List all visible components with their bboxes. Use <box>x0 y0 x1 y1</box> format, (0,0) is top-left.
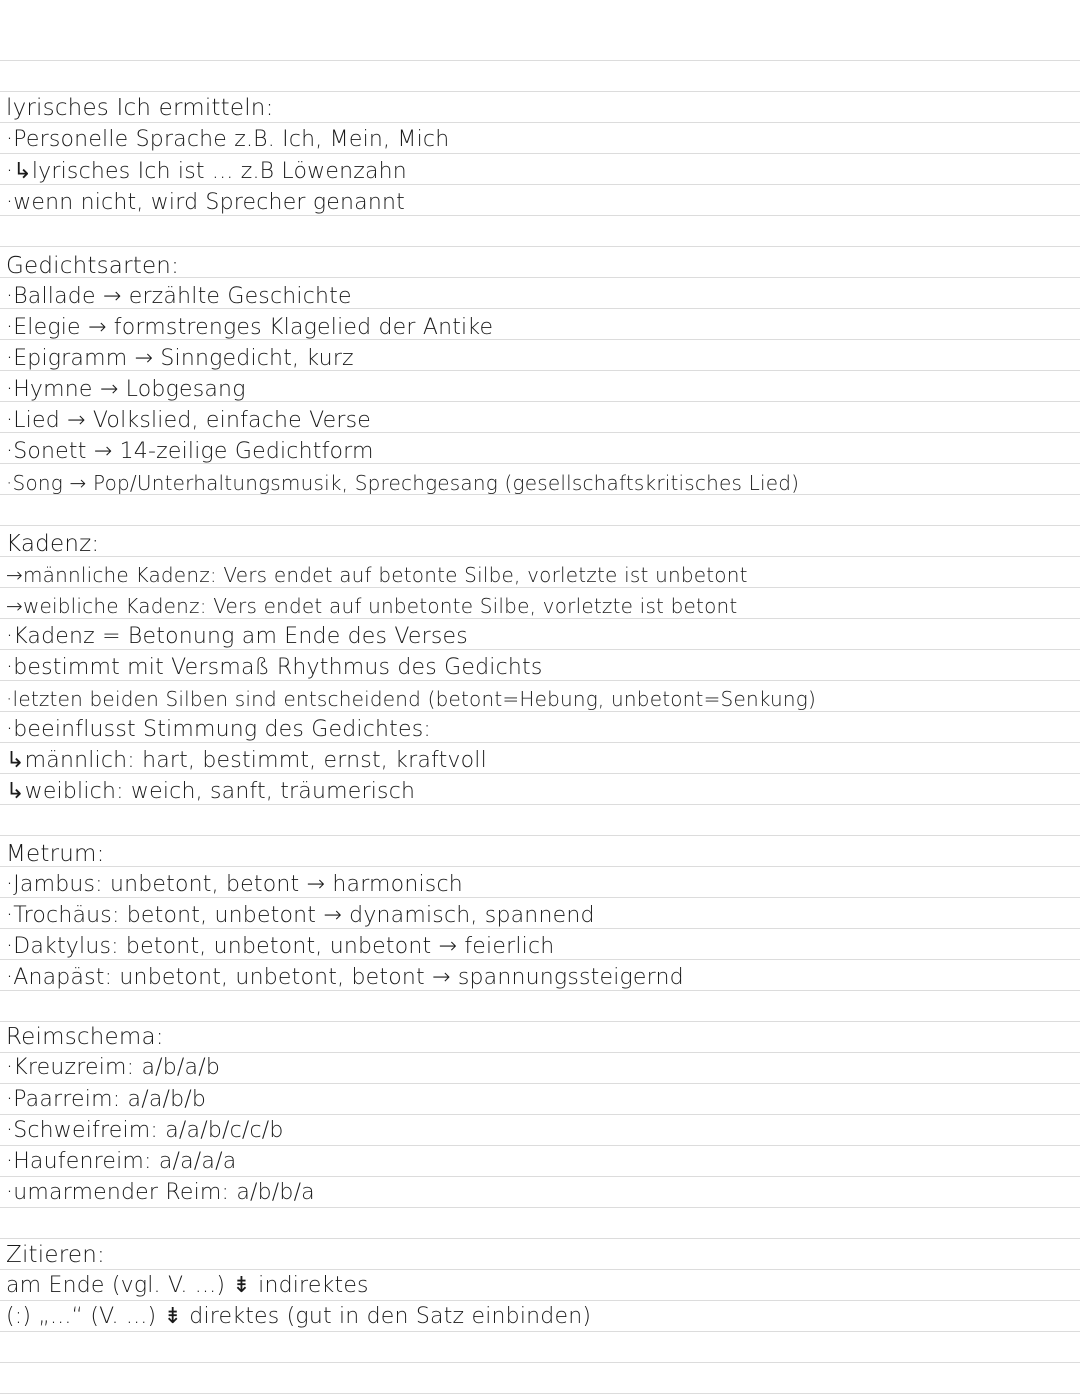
heading-zitieren: Zitieren: <box>6 1242 105 1268</box>
note-line: ·Paarreim: a/a/b/b <box>6 1087 207 1112</box>
note-line: ·Epigramm → Sinngedicht, kurz <box>6 346 354 371</box>
note-line: ·Song → Pop/Unterhaltungsmusik, Sprechgesang (gesellschaftskritisches Lied) <box>6 471 800 495</box>
note-line: →männliche Kadenz: Vers endet auf betonte Silbe, vorletzte ist unbetont <box>6 563 748 587</box>
note-line: ·Ballade → erzählte Geschichte <box>6 284 352 309</box>
note-line: ·Jambus: unbetont, betont → harmonisch <box>6 872 463 897</box>
note-line: am Ende (vgl. V. ...) ⇟ indirektes <box>6 1273 369 1298</box>
note-line: ·Schweifreim: a/a/b/c/c/b <box>6 1118 284 1143</box>
note-line: ·Kadenz = Betonung am Ende des Verses <box>6 624 468 649</box>
note-line: ·beeinflusst Stimmung des Gedichtes: <box>6 717 431 742</box>
note-line: ·Personelle Sprache z.B. Ich, Mein, Mich <box>6 127 450 152</box>
note-line: ·Elegie → formstrenges Klagelied der Antike <box>6 315 494 340</box>
page-top-margin <box>0 0 1080 60</box>
note-line: ↳männlich: hart, bestimmt, ernst, kraftvoll <box>6 748 487 773</box>
note-line: ·Sonett → 14-zeilige Gedichtform <box>6 439 374 464</box>
heading-metrum: Metrum: <box>6 841 105 867</box>
note-line: ·letzten beiden Silben sind entscheidend (betont=Hebung, unbetont=Senkung) <box>6 687 816 711</box>
heading-gedichtsarten: Gedichtsarten: <box>6 253 180 279</box>
note-line: ·umarmender Reim: a/b/b/a <box>6 1180 315 1205</box>
heading-kadenz: Kadenz: <box>6 531 100 557</box>
note-line: ·Kreuzreim: a/b/a/b <box>6 1055 220 1080</box>
note-line: ·Trochäus: betont, unbetont → dynamisch, spannend <box>6 903 595 928</box>
note-line: ·Daktylus: betont, unbetont, unbetont → feierlich <box>6 934 555 959</box>
note-line: ·Lied → Volkslied, einfache Verse <box>6 408 372 433</box>
note-line: (:) „...“ (V. ...) ⇟ direktes (gut in den Satz einbinden) <box>6 1304 592 1329</box>
heading-reimschema: Reimschema: <box>6 1024 164 1050</box>
note-line: ·wenn nicht, wird Sprecher genannt <box>6 190 405 215</box>
note-line: →weibliche Kadenz: Vers endet auf unbetonte Silbe, vorletzte ist betont <box>6 594 738 618</box>
note-line: ·bestimmt mit Versmaß Rhythmus des Gedichts <box>6 655 543 680</box>
heading-lyrisches-ich: lyrisches Ich ermitteln: <box>6 95 274 121</box>
note-line: ·Anapäst: unbetont, unbetont, betont → spannungssteigernd <box>6 965 684 990</box>
note-line: ↳weiblich: weich, sanft, träumerisch <box>6 779 416 804</box>
note-line: ·Haufenreim: a/a/a/a <box>6 1149 237 1174</box>
note-line: ·Hymne → Lobgesang <box>6 377 246 402</box>
note-line: ·↳lyrisches Ich ist ... z.B Löwenzahn <box>6 159 407 184</box>
